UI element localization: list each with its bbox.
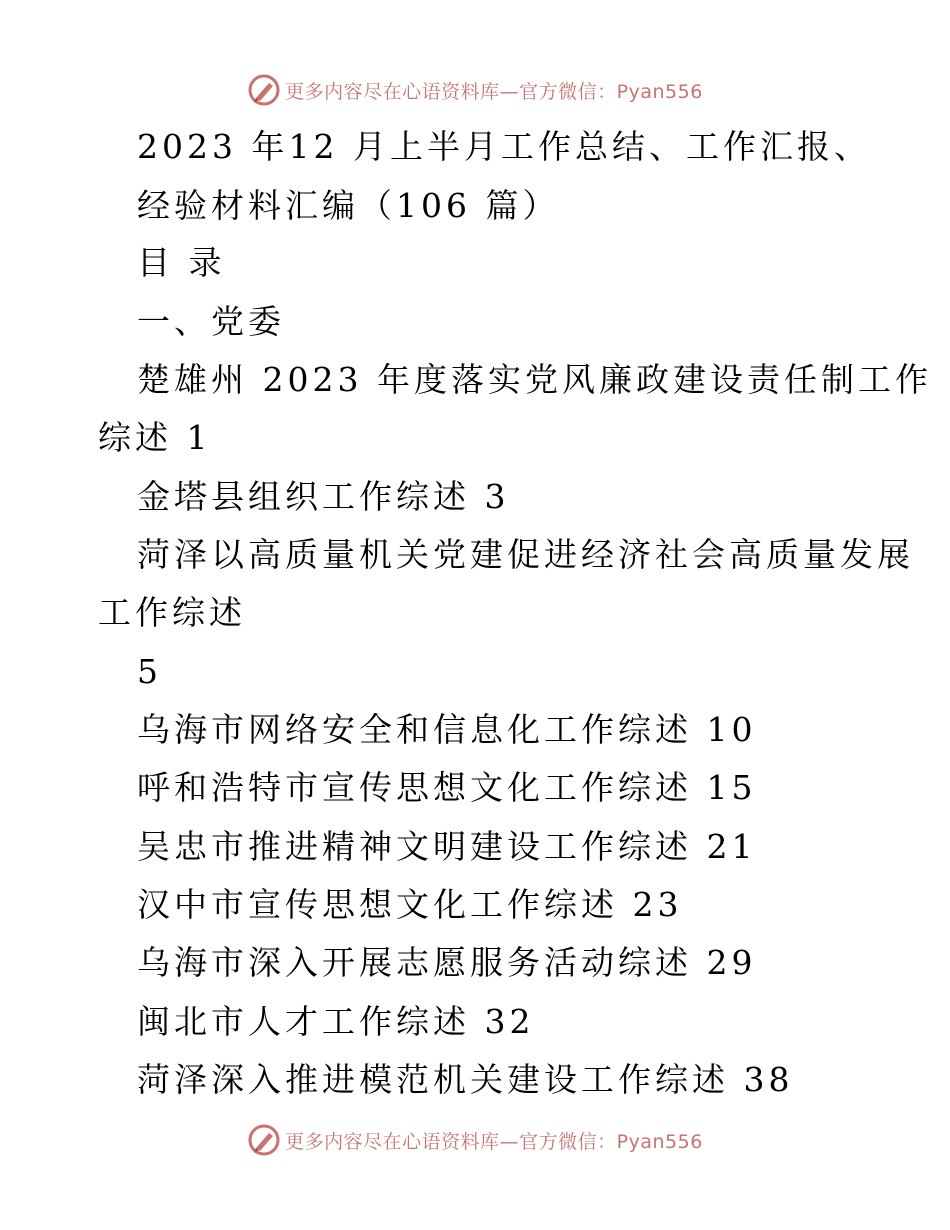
toc-entry: 综述 1 — [98, 418, 212, 457]
toc-entry: 汉中市宣传思想文化工作综述 23 — [137, 885, 683, 924]
document-title-line-1: 2023 年12 月上半月工作总结、工作汇报、 — [137, 127, 871, 166]
toc-entry: 工作综述 — [98, 593, 246, 632]
pen-logo-icon — [247, 73, 281, 107]
watermark-text: 更多内容尽在心语资料库—官方微信：Pyan556 — [285, 80, 703, 103]
toc-entry: 乌海市网络安全和信息化工作综述 10 — [137, 710, 757, 749]
toc-entry: 楚雄州 2023 年度落实党风廉政建设责任制工作 — [137, 360, 932, 399]
toc-entry: 金塔县组织工作综述 3 — [137, 477, 510, 516]
toc-entry: 吴忠市推进精神文明建设工作综述 21 — [137, 827, 757, 866]
toc-heading: 目 录 — [137, 243, 226, 282]
section-heading-party-committee: 一、党委 — [137, 302, 285, 341]
watermark-text: 更多内容尽在心语资料库—官方微信：Pyan556 — [285, 1130, 703, 1153]
toc-entry: 闽北市人才工作综述 32 — [137, 1002, 535, 1041]
pen-logo-icon — [247, 1123, 281, 1157]
toc-entry: 乌海市深入开展志愿服务活动综述 29 — [137, 943, 757, 982]
toc-entry: 呼和浩特市宣传思想文化工作综述 15 — [137, 768, 757, 807]
document-title-line-2: 经验材料汇编（106 篇） — [137, 186, 560, 225]
header-watermark — [0, 70, 950, 110]
toc-entry: 5 — [137, 652, 162, 691]
toc-entry: 菏泽以高质量机关党建促进经济社会高质量发展 — [137, 535, 914, 574]
footer-watermark — [0, 1120, 950, 1160]
toc-entry: 菏泽深入推进模范机关建设工作综述 38 — [137, 1060, 794, 1099]
